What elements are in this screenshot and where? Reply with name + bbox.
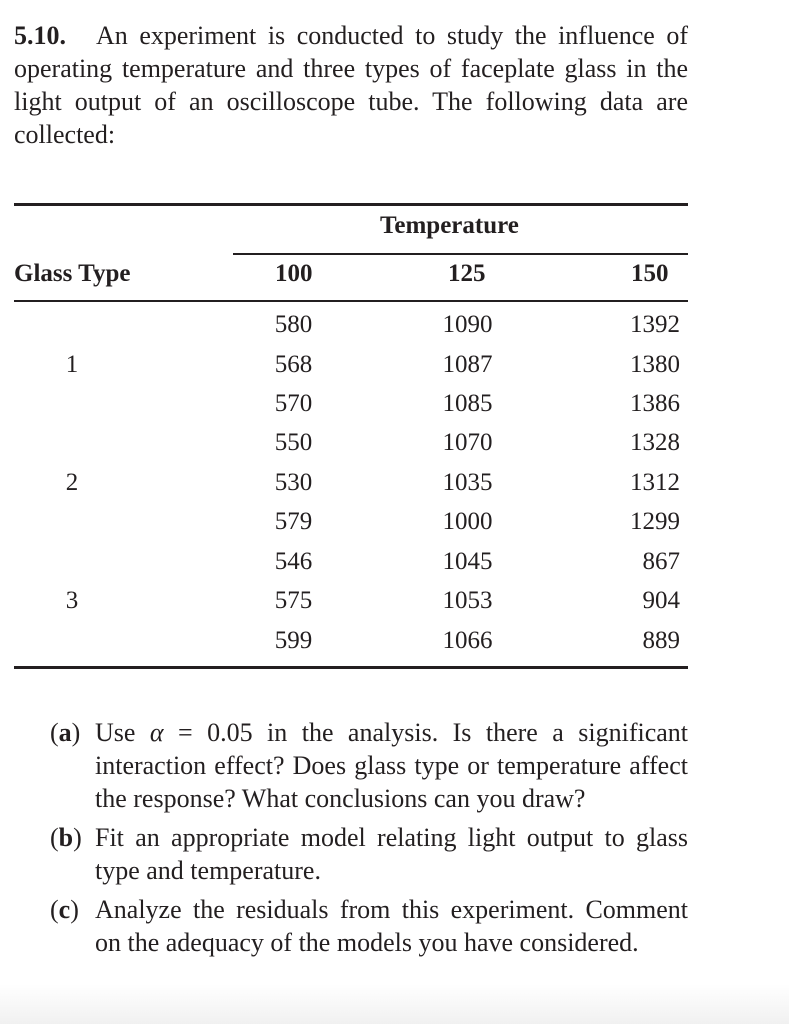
table-cell: 1090 <box>442 311 493 338</box>
alpha-symbol: α <box>149 718 164 747</box>
column-header-150: 150 <box>631 260 669 287</box>
table-cell: 575 <box>274 587 313 614</box>
question-label: (a) <box>50 718 81 747</box>
table-cell: 1035 <box>442 469 493 496</box>
table-cell: 1328 <box>630 429 680 456</box>
column-header-100: 100 <box>275 260 313 287</box>
question-label: (b) <box>50 823 82 852</box>
table-cell: 1070 <box>442 429 493 456</box>
question-label: (c) <box>50 895 79 924</box>
question-text: = 0.05 in the analysis. Is there a significant interaction effect? Does glass type or temperature affect the response? What conclusions can you draw? <box>95 718 688 813</box>
problem-number: 5.10. <box>14 21 66 50</box>
problem-text: An experiment is conducted to study the influence of operating temperature and three types of faceplate glass in the light output of an oscilloscope tube. The following data are collected: <box>14 21 688 149</box>
table-cell: 1392 <box>630 311 680 338</box>
table-cell: 570 <box>274 390 313 417</box>
table-cell: 1087 <box>442 351 493 378</box>
table-cell: 1299 <box>630 508 680 535</box>
glass-type-header: Glass Type <box>14 260 131 287</box>
table-cell: 1380 <box>630 351 680 378</box>
glass-type-label-1: 1 <box>65 351 79 378</box>
table-cell: 580 <box>274 311 313 338</box>
temperature-underline <box>233 253 688 255</box>
table-cell: 1000 <box>442 508 493 535</box>
table-cell: 599 <box>274 627 313 654</box>
table-cell: 1312 <box>630 469 680 496</box>
table-cell: 579 <box>274 508 313 535</box>
question-text: Use <box>95 718 150 747</box>
glass-type-label-3: 3 <box>65 587 79 614</box>
question-c <box>50 893 688 959</box>
table-cell: 867 <box>642 548 680 575</box>
temperature-header: Temperature <box>380 212 519 239</box>
table-cell: 568 <box>274 351 313 378</box>
question-list <box>50 716 688 965</box>
table-cell: 1045 <box>442 548 493 575</box>
table-cell: 1053 <box>442 587 493 614</box>
page-bottom-shadow <box>0 984 789 1024</box>
table-cell: 904 <box>642 587 680 614</box>
header-bottom-rule <box>14 300 688 302</box>
question-b <box>50 821 688 887</box>
table-bottom-rule <box>14 666 688 669</box>
problem-statement <box>14 19 688 151</box>
table-top-rule <box>14 203 688 206</box>
table-cell: 1085 <box>442 390 493 417</box>
question-a <box>50 716 688 815</box>
table-cell: 1386 <box>630 390 680 417</box>
table-cell: 1066 <box>442 627 493 654</box>
table-cell: 889 <box>642 627 680 654</box>
column-header-125: 125 <box>448 260 486 287</box>
question-text: Analyze the residuals from this experiment. Comment on the adequacy of the models you have considered. <box>95 895 688 957</box>
glass-type-label-2: 2 <box>65 469 79 496</box>
table-cell: 530 <box>274 469 313 496</box>
table-cell: 546 <box>274 548 313 575</box>
table-cell: 550 <box>274 429 313 456</box>
question-text: Fit an appropriate model relating light output to glass type and temperature. <box>95 823 688 885</box>
